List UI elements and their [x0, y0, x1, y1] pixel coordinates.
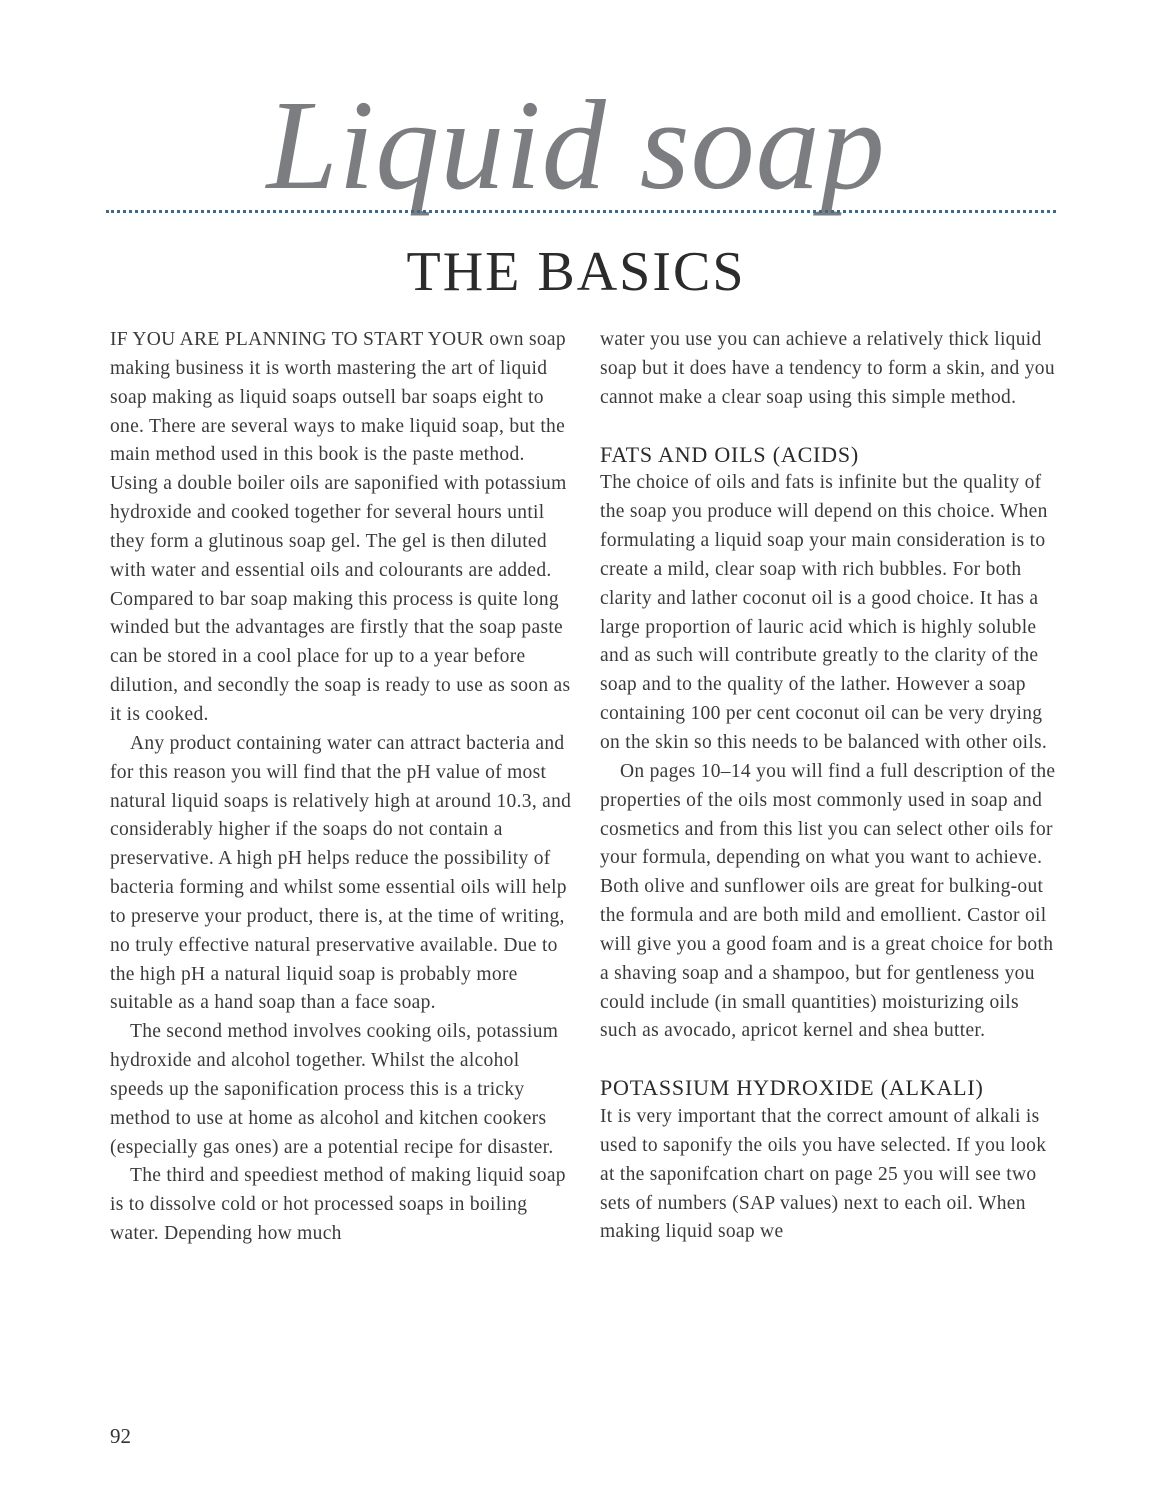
page-title: Liquid soap	[266, 74, 886, 216]
intro-text: own soap making business it is worth mastering the art of liquid soap making as liquid soaps outsell bar soaps eight to one. There are several ways to make liquid soap, but the main method used in this book is the paste method. Using a double boiler oils are saponified with potassium hydroxide and cooked together for several hours until they form a glutinous soap gel. The gel is then diluted with water and essential oils and colourants are added. Compared to bar soap making this process is quite long winded but the advantages are firstly that the soap paste can be stored in a cool place for up to a year before dilution, and secondly the soap is ready to use as soon as it is cooked.	[110, 329, 571, 725]
continued-paragraph: water you use you can achieve a relatively thick liquid soap but it does have a tendency to form a skin, and you cannot make a clear soap using this simple method.	[600, 329, 1055, 408]
second-method-paragraph: The second method involves cooking oils, potassium hydroxide and alcohol together. Whilst the alcohol speeds up the saponification process this is a tricky method to use at home as alcohol and kitchen cookers (especially gas ones) are a potential recipe for disaster.	[110, 1021, 559, 1158]
page-subtitle: THE BASICS	[406, 241, 746, 303]
ph-paragraph: Any product containing water can attract bacteria and for this reason you will find that the pH value of most natural liquid soaps is relatively high at around 10.3, and considerably higher if the soaps do not contain a preservative. A high pH helps reduce the possibility of bacteria forming and whilst some essential oils will help to preserve your product, there is, at the time of writing, no truly effective natural preservative available. Due to the high pH a natural liquid soap is probably more suitable as a hand soap than a face soap.	[110, 732, 572, 1014]
page-number: 92	[110, 1424, 131, 1448]
dotted-divider	[106, 210, 1056, 213]
third-method-paragraph: The third and speediest method of making liquid soap is to dissolve cold or hot processed soaps in boiling water. Depending how much	[110, 1165, 566, 1245]
section-gap	[600, 1046, 1060, 1074]
section-heading-potassium-hydroxide: POTASSIUM HYDROXIDE (ALKALI)	[600, 1075, 984, 1101]
right-column	[600, 326, 1060, 1247]
section-heading-fats-oils: FATS AND OILS (ACIDS)	[600, 441, 860, 467]
intro-paragraph	[110, 326, 572, 730]
oil-properties-paragraph: On pages 10–14 you will find a full description of the properties of the oils most commonly used in soap and cosmetics and from this list you can select other oils for your formula, depending on what you want to achieve. Both olive and sunflower oils are great for bulking-out the formula and are both mild and emollient. Castor oil will give you a good foam and is a great choice for both a shaving soap and a shampoo, but for gentleness you could include (in small quantities) moisturizing oils such as avocado, apricot kernel and shea butter.	[600, 760, 1056, 1042]
section-gap	[600, 413, 1060, 441]
intro-lead-caps: IF YOU ARE PLANNING TO START YOUR	[110, 329, 485, 350]
left-column	[110, 326, 572, 1249]
fats-oils-paragraph: The choice of oils and fats is infinite but the quality of the soap you produce will depend on this choice. When formulating a liquid soap your main consideration is to create a mild, clear soap with rich bubbles. For both clarity and lather coconut oil is a good choice. It has a large proportion of lauric acid which is highly soluble and as such will contribute greatly to the clarity of the soap and to the quality of the lather. However a soap containing 100 per cent coconut oil can be very drying on the skin so this needs to be balanced with other oils.	[600, 472, 1048, 753]
alkali-paragraph: It is very important that the correct amount of alkali is used to saponify the oils you have selected. If you look at the saponifcation chart on page 25 you will see two sets of numbers (SAP values) next to each oil. When making liquid soap we	[600, 1106, 1047, 1243]
